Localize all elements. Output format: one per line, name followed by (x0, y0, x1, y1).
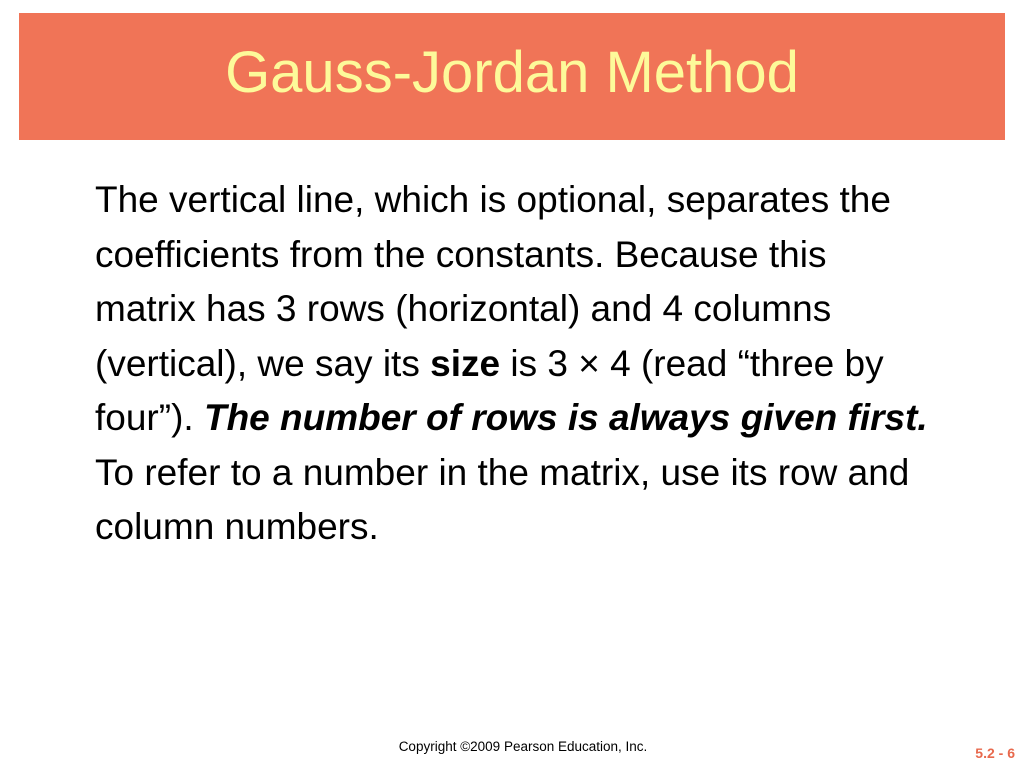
body-emphasis: The number of rows is always given first. (203, 397, 928, 438)
title-bar (19, 13, 1005, 140)
slide-number: 5.2 - 6 (975, 745, 1015, 761)
body-term-size: size (430, 342, 501, 384)
body-text-segment: The vertical line, which is optional, separates the coefficients from the constants. Because this matrix has 3 rows (horizontal) and 4 columns (vertical), we say its (95, 179, 891, 384)
footer-copyright (0, 739, 1024, 754)
body-paragraph (95, 173, 935, 555)
body-text-segment: is 3 × 4 (read “three by four”). (95, 342, 884, 438)
body-text-segment: To refer to a number in the matrix, use its row and column numbers. (95, 451, 910, 547)
copyright-text: Copyright ©2009 Pearson Education, Inc. (398, 739, 648, 754)
slide-title: Gauss-Jordan Method (225, 39, 799, 105)
